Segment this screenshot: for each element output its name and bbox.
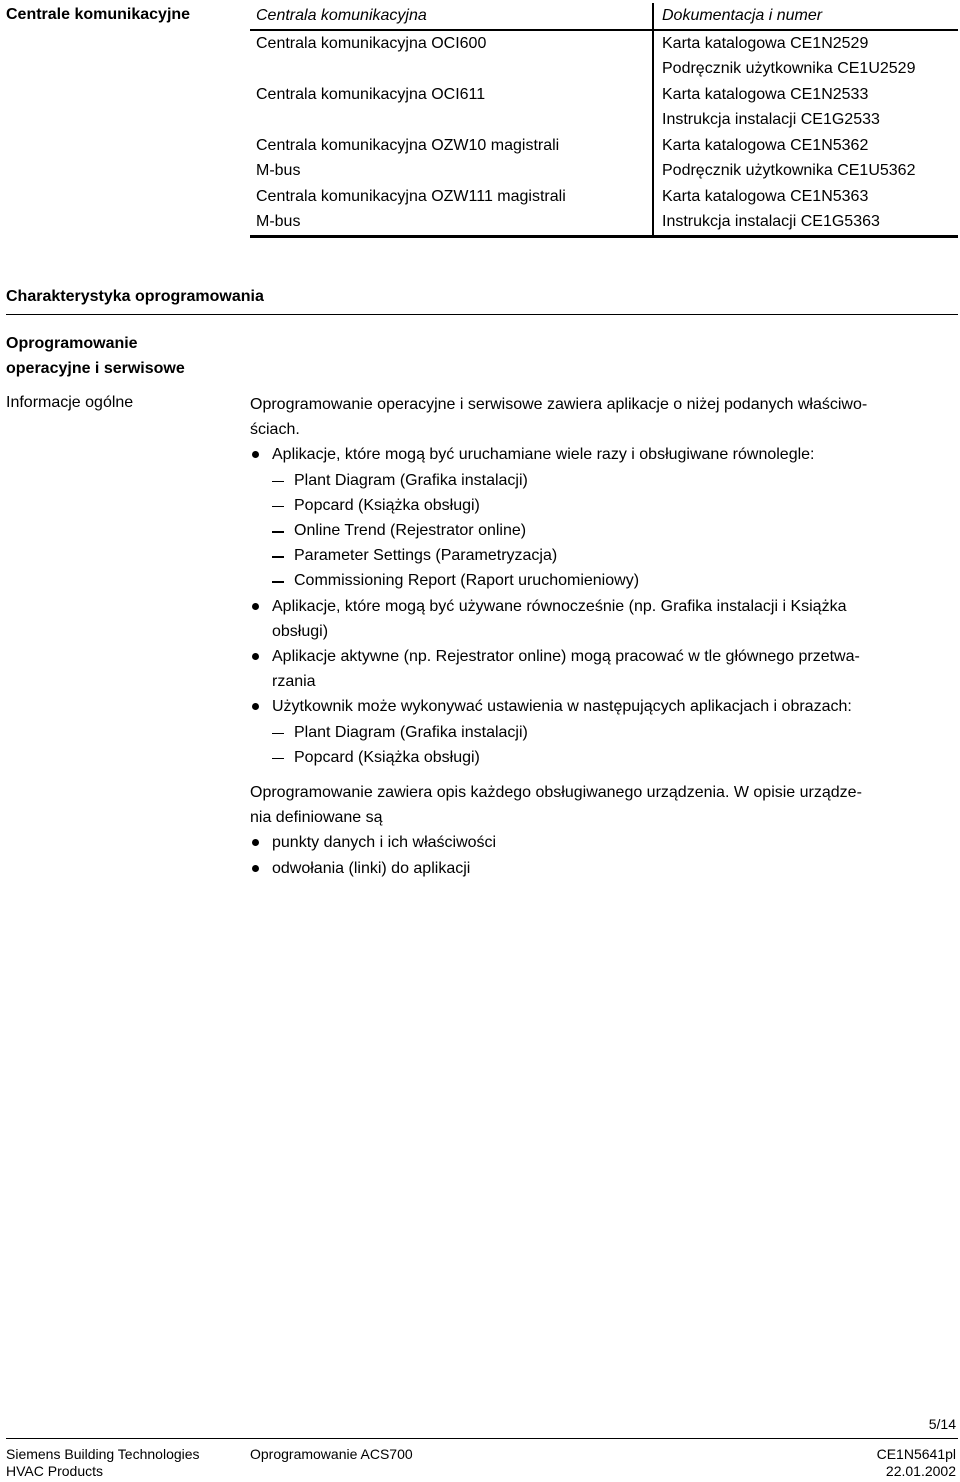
intro-line-1: Oprogramowanie operacyjne i serwisowe zawiera aplikacje o niżej podanych właściwo- — [250, 396, 868, 413]
documentation-line: Karta katalogowa CE1N2533 — [662, 85, 869, 103]
list-item-text: Commissioning Report (Raport uruchomieniowy) — [294, 572, 640, 590]
footer-company: Siemens Building Technologies — [6, 1446, 200, 1462]
footer-divider — [6, 1438, 958, 1439]
documentation-line: Karta katalogowa CE1N2529 — [662, 34, 869, 52]
subsection-title-line-1: Oprogramowanie — [6, 335, 138, 352]
table-row — [250, 184, 958, 235]
paragraph-line: Oprogramowanie zawiera opis każdego obsługiwanego urządzenia. W opisie urządze- — [250, 784, 862, 802]
section-divider — [6, 314, 958, 315]
dash-item — [250, 745, 950, 770]
bullet-item: odwołania (linki) do aplikacji — [250, 856, 950, 881]
list-item-text: Parameter Settings (Parametryzacja) — [294, 547, 558, 565]
list-item-text: Online Trend (Rejestrator online) — [294, 522, 527, 540]
bullet-item — [250, 594, 950, 644]
subsection-title-line-2: operacyjne i serwisowe — [6, 360, 185, 377]
footer-product: Oprogramowanie ACS700 — [250, 1446, 413, 1462]
table-cell-device — [250, 133, 654, 184]
documentation-line: Instrukcja instalacji CE1G5363 — [662, 213, 880, 230]
table-header — [250, 0, 958, 31]
body-text — [250, 392, 950, 881]
footer-division: HVAC Products — [6, 1463, 103, 1479]
device-line: Centrala komunikacyjna OCI600 — [256, 34, 487, 52]
device-line: Centrala komunikacyjna OCI611 — [256, 85, 486, 103]
device-line: Centrala komunikacyjna OZW111 magistrali — [256, 187, 566, 205]
table-header-right: Dokumentacja i numer — [662, 7, 823, 24]
bullet-item: punkty danych i ich właściwości — [250, 830, 950, 855]
table-cell-documentation — [654, 184, 958, 235]
list-item-text: Popcard (Książka obsługi) — [294, 748, 480, 766]
paragraph-gap — [250, 770, 950, 780]
table-body — [250, 31, 958, 238]
footer-doc-block — [877, 1446, 956, 1480]
table-row — [250, 133, 958, 184]
paragraph-line: nia definiowane są — [250, 809, 383, 827]
list-item-text: Plant Diagram (Grafika instalacji) — [294, 471, 528, 489]
documentation-line: Karta katalogowa CE1N5363 — [662, 187, 869, 205]
table-cell-documentation — [654, 31, 958, 82]
table-cell-documentation — [654, 133, 958, 184]
table-row — [250, 82, 958, 133]
intro-line-2: ściach. — [250, 421, 300, 439]
list-item-text: Aplikacje, które mogą być uruchamiane wiele razy i obsługiwane równolegle: — [272, 446, 815, 464]
dash-item — [250, 518, 950, 543]
list-item-text: Plant Diagram (Grafika instalacji) — [294, 723, 528, 741]
subsection-title — [6, 331, 185, 381]
side-title: Centrale komunikacyjne — [6, 6, 191, 23]
table-cell-device — [250, 184, 654, 235]
bullet-item — [250, 694, 950, 719]
bullet-item — [250, 442, 950, 467]
device-line: M-bus — [256, 213, 301, 230]
device-line: M-bus — [256, 162, 301, 179]
side-label-general: Informacje ogólne — [6, 394, 134, 411]
footer-doc-id: CE1N5641pl — [876, 1446, 956, 1462]
list-item-text: Użytkownik może wykonywać ustawienia w następujących aplikacjach i obrazach: — [272, 698, 852, 716]
footer-date: 22.01.2002 — [885, 1463, 956, 1479]
bullet-item — [250, 644, 950, 694]
table-cell-device — [250, 31, 654, 82]
documentation-table — [250, 0, 958, 238]
table-header-left: Centrala komunikacyjna — [250, 3, 654, 29]
documentation-line: Instrukcja instalacji CE1G2533 — [662, 111, 880, 128]
table-cell-documentation — [654, 82, 958, 133]
dash-item — [250, 720, 950, 745]
documentation-line: Podręcznik użytkownika CE1U5362 — [662, 162, 916, 179]
table-cell-device — [250, 82, 654, 133]
dash-item — [250, 493, 950, 518]
list-item-text: Aplikacje aktywne (np. Rejestrator online) mogą pracować w tle głównego przetwa- — [272, 648, 860, 666]
list-item-continuation: obsługi) — [272, 622, 329, 640]
dash-item — [250, 543, 950, 568]
list-item-text: Aplikacje, które mogą być używane równocześnie (np. Grafika instalacji i Książka — [272, 597, 847, 615]
dash-item — [250, 468, 950, 493]
documentation-line: Podręcznik użytkownika CE1U2529 — [662, 60, 916, 77]
list-item-text: Popcard (Książka obsługi) — [294, 496, 480, 514]
list-item-continuation: rzania — [272, 673, 316, 691]
page-number: 5/14 — [928, 1416, 956, 1432]
dash-item — [250, 568, 950, 593]
device-line: Centrala komunikacyjna OZW10 magistrali — [256, 136, 560, 154]
footer-company-block — [6, 1446, 200, 1480]
table-row — [250, 31, 958, 82]
section-title: Charakterystyka oprogramowania — [6, 288, 264, 305]
documentation-line: Karta katalogowa CE1N5362 — [662, 136, 869, 154]
